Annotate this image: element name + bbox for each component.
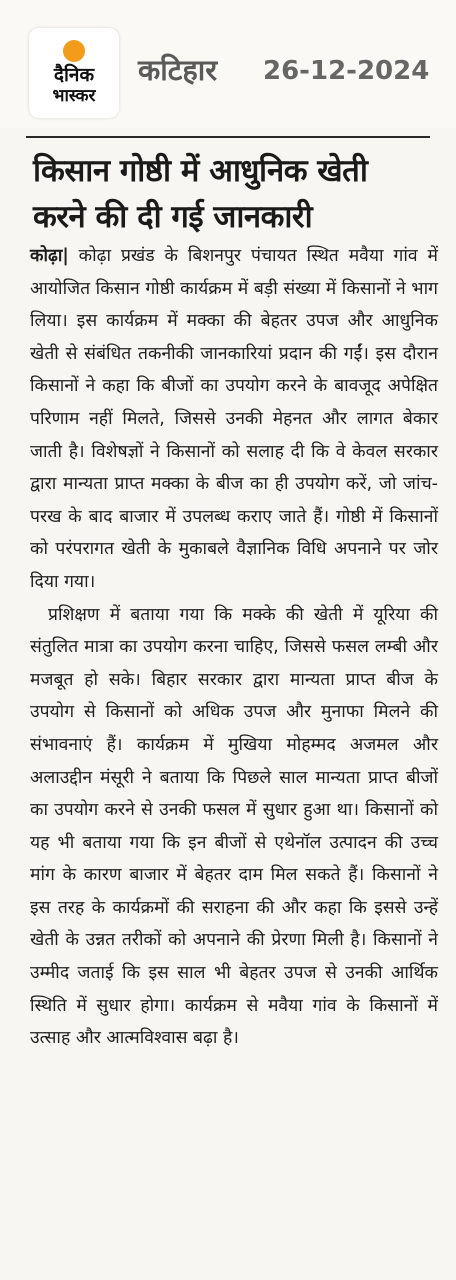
header-divider [26, 136, 430, 138]
publication-date: 26-12-2024 [263, 56, 430, 86]
paragraph-1-text: कोढ़ा प्रखंड के बिशनपुर पंचायत स्थित मवैया गांव में आयोजित किसान गोष्ठी कार्यक्रम में बड़ी संख्या में किसानों ने भाग लिया। इस कार्यक्रम में मक्का की बेहतर उपज और आधुनिक खेती से संबंधित तकनीकी जानकारियां प्रदान की गईं। इस दौरान किसानों ने कहा कि बीजों का उपयोग करने के बावजूद अपेक्षित परिणाम नहीं मिलते, जिससे उनकी मेहनत और लागत बेकार जाती है। विशेषज्ञों ने किसानों को सलाह दी कि वे केवल सरकार द्वारा मान्यता प्राप्त मक्का के बीज का ही उपयोग करें, जो जांच-परख के बाद बाजार में उपलब्ध कराए जाते हैं। गोष्ठी में किसानों को परंपरागत खेती के मुकाबले वैज्ञानिक विधि अपनाने पर जोर दिया गया। [30, 246, 438, 592]
article-body [30, 240, 438, 1055]
masthead-bar [0, 0, 456, 128]
logo-text-line1: दैनिक [53, 64, 95, 86]
logo-text-line2: भास्कर [52, 86, 96, 106]
article-headline: किसान गोष्ठी में आधुनिक खेती करने की दी गई जानकारी [33, 153, 368, 235]
dainik-bhaskar-logo [29, 28, 119, 118]
city-name: कटिहार [138, 53, 218, 87]
sun-logo-icon [63, 40, 85, 62]
dateline: कोढ़ा| [30, 246, 69, 266]
article-paragraph-2: प्रशिक्षण में बताया गया कि मक्के की खेती में यूरिया की संतुलित मात्रा का उपयोग करना चाहिए, जिससे फसल लम्बी और मजबूत हो सके। बिहार सरकार द्वारा मान्यता प्राप्त बीज के उपयोग से किसानों को अधिक उपज और मुनाफा मिलने की संभावनाएं हैं। कार्यक्रम में मुखिया मोहम्मद अजमल और अलाउद्दीन मंसूरी ने बताया कि पिछले साल मान्यता प्राप्त बीजों का उपयोग करने से उनकी फसल में सुधार हुआ था। किसानों को यह भी बताया गया कि इन बीजों से एथेनॉल उत्पादन की उच्च मांग के कारण बाजार में बेहतर दाम मिल सकते हैं। किसानों ने इस तरह के कार्यक्रमों की सराहना की और कहा कि इससे उन्हें खेती के उन्नत तरीकों को अपनाने की प्रेरणा मिली है। किसानों ने उम्मीद जताई कि इस साल भी बेहतर उपज से उनकी आर्थिक स्थिति में सुधार होगा। कार्यक्रम से मवैया गांव के किसानों में उत्साह और आत्मविश्वास बढ़ा है। [30, 604, 438, 1049]
article-paragraph-1 [30, 240, 438, 599]
